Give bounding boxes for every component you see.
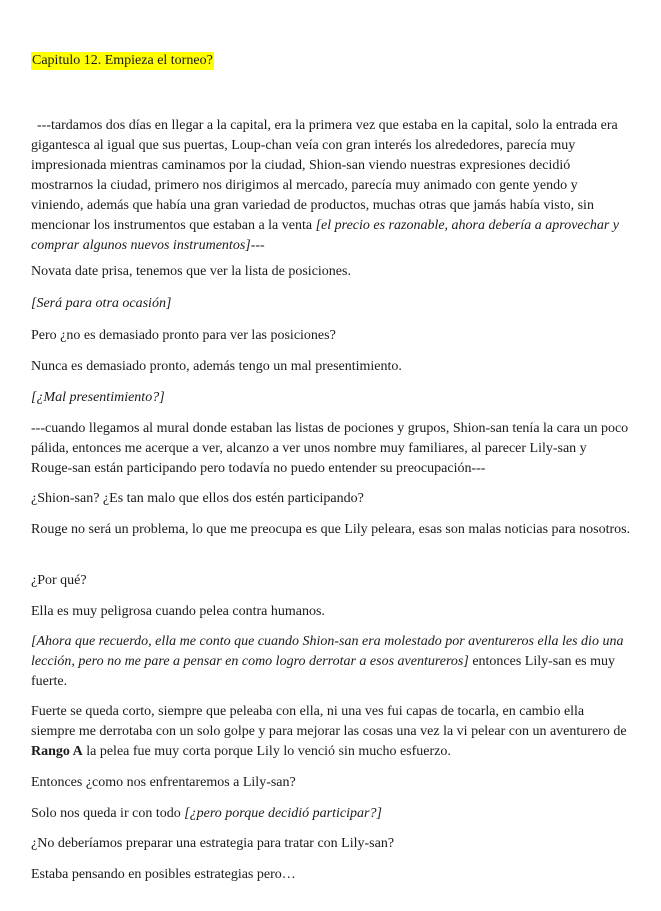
dialogue-line: Estaba pensando en posibles estrategias pero… xyxy=(31,867,296,882)
dialogue-line-mixed xyxy=(31,804,631,824)
narration-end: entonces Lily-san es muy fuerte. xyxy=(31,654,616,689)
paragraph-thought-mixed xyxy=(31,632,631,692)
paragraph-narration-1 xyxy=(31,116,631,256)
inner-thought-line: [Será para otra ocasión] xyxy=(31,296,172,311)
rank-label: Rango A xyxy=(31,744,83,759)
dialogue-line: Rouge no será un problema, lo que me preocupa es que Lily peleara, esas son malas noticias para nosotros. xyxy=(31,522,631,537)
dialogue-line: Nunca es demasiado pronto, además tengo un mal presentimiento. xyxy=(31,359,402,374)
dialogue-line: Pero ¿no es demasiado pronto para ver las posiciones? xyxy=(31,328,336,343)
inner-thought: [¿pero porque decidió participar?] xyxy=(184,806,382,821)
paragraph-dialogue-long xyxy=(31,702,631,762)
inner-thought: [Ahora que recuerdo, ella me conto que cuando Shion-san era molestado por aventureros ella les dio una lección, pero no me pare a pensar en como logro derrotar a esos aventureros] xyxy=(31,634,624,669)
narration-end: --- xyxy=(250,238,265,253)
dialogue-text: Solo nos queda ir con todo xyxy=(31,806,185,821)
dialogue-text: la pelea fue muy corta porque Lily lo venció sin mucho esfuerzo. xyxy=(82,744,451,759)
dialogue-text: Fuerte se queda corto, siempre que peleaba con ella, ni una ves fui capas de tocarla, en cambio ella siempre me derrotaba con un solo golpe y para mejorar las cosas una vez la vi pelear con un aventurero de xyxy=(31,704,627,739)
dialogue-line: Entonces ¿como nos enfrentaremos a Lily-san? xyxy=(31,775,296,790)
paragraph-narration-2: ---cuando llegamos al mural donde estaban las listas de pociones y grupos, Shion-san tenía la cara un poco pálida, entonces me acerque a ver, alcanzo a ver unos nombre muy familiares, al parecer Lily-san y Rouge-san están participando pero todavía no puedo entender su preocupación--- xyxy=(31,421,629,476)
dialogue-line: ¿No deberíamos preparar una estrategia para tratar con Lily-san? xyxy=(31,836,395,851)
chapter-title: Capitulo 12. Empieza el torneo? xyxy=(32,53,213,68)
dialogue-line: Ella es muy peligrosa cuando pelea contra humanos. xyxy=(31,604,325,619)
inner-thought-line: [¿Mal presentimiento?] xyxy=(31,390,165,405)
narration-text: ---tardamos dos días en llegar a la capital, era la primera vez que estaba en la capital, solo la entrada era gigantesca al igual que sus puertas, Loup-chan veía con gran interés los alrededores, parecía muy impresionada mientras caminamos por la ciudad, Shion-san viendo nuestras expresiones decidió mostrarnos la ciudad, primero nos dirigimos al mercado, parecía muy animado con gente yendo y viniendo, además que había una gran variedad de productos, muchas otras que jamás había visto, sin mencionar los instrumentos que estaban a la venta xyxy=(31,118,618,233)
dialogue-line: ¿Shion-san? ¿Es tan malo que ellos dos estén participando? xyxy=(31,491,364,506)
inner-thought: [el precio es razonable, ahora debería a aprovechar y comprar algunos nuevos instrumentos] xyxy=(31,218,619,253)
dialogue-line: Novata date prisa, tenemos que ver la lista de posiciones. xyxy=(31,264,351,279)
dialogue-line: ¿Por qué? xyxy=(31,573,87,588)
